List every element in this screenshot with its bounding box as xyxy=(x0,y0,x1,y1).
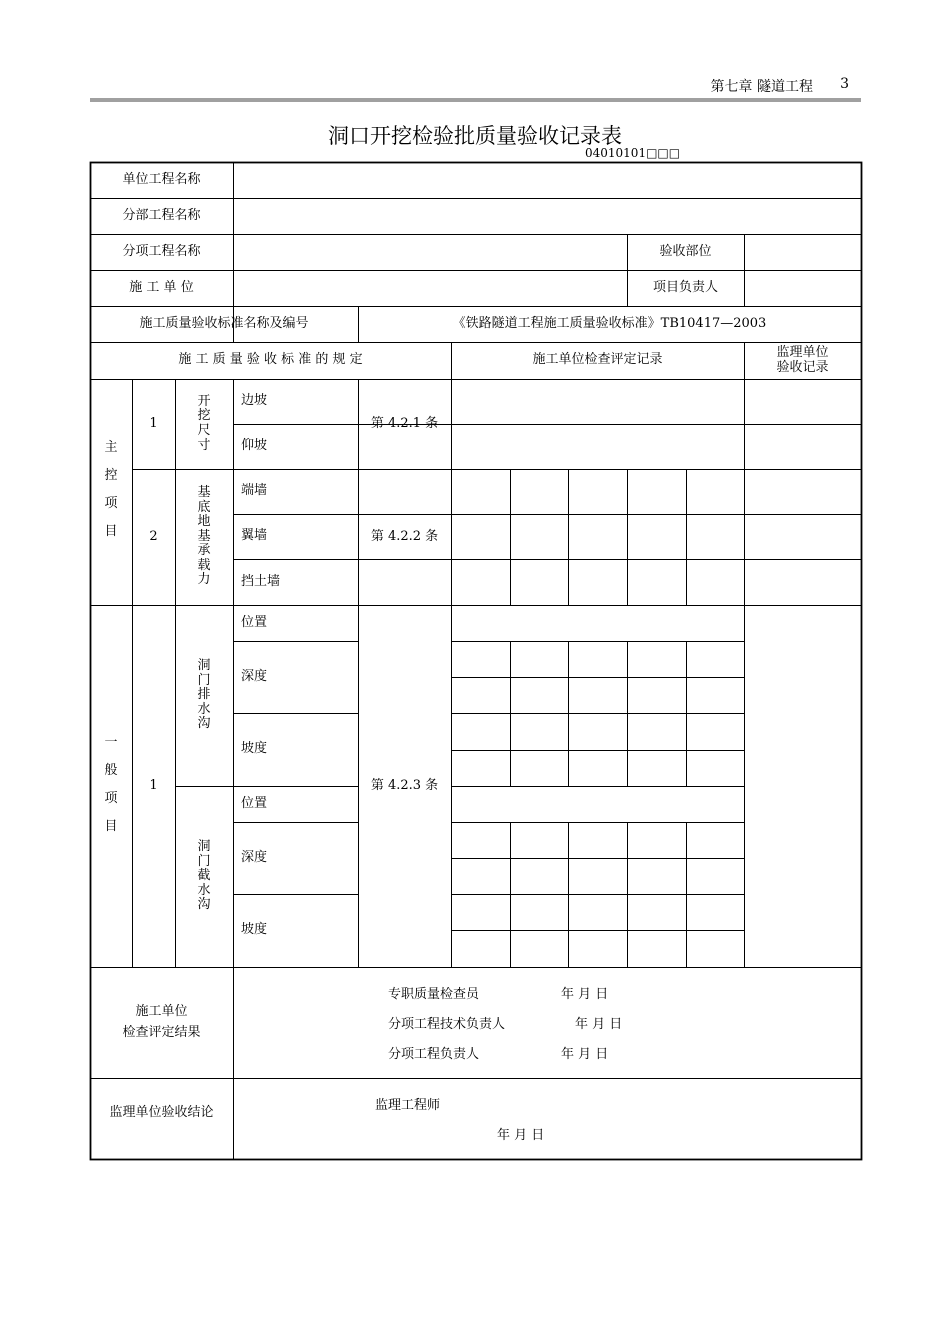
form-code: 04010101□□□ xyxy=(585,146,681,160)
supervisor-header-line1: 监理单位 xyxy=(776,344,829,360)
item2-name-char: 载 xyxy=(197,557,211,573)
item2-wing-wall: 翼墙 xyxy=(241,528,268,544)
general-clause: 第 4.2.3 条 xyxy=(370,777,439,793)
supervisor-engineer-label: 监理工程师 xyxy=(375,1098,441,1113)
sub-division-label: 分部工程名称 xyxy=(122,207,201,223)
drain-position: 位置 xyxy=(241,614,268,630)
contractor-record-header: 施工单位检查评定记录 xyxy=(532,352,663,368)
main-control-char: 控 xyxy=(104,468,118,484)
contractor-result-line1: 施工单位 xyxy=(135,1003,188,1019)
drain-gradient: 坡度 xyxy=(241,741,268,757)
chapter-title: 第七章 隧道工程 xyxy=(710,79,813,95)
item1-slope: 边坡 xyxy=(241,393,268,409)
item1-clause: 第 4.2.1 条 xyxy=(370,415,439,431)
sub-item-label: 分项工程名称 xyxy=(122,243,201,259)
item1-name-char: 寸 xyxy=(197,437,211,453)
general-char: 目 xyxy=(104,818,118,834)
drain-depth: 深度 xyxy=(241,668,268,684)
general-char: 项 xyxy=(104,791,118,806)
form-title: 洞口开挖检验批质量验收记录表 xyxy=(328,124,622,148)
item1-name-char: 开 xyxy=(197,393,211,409)
technical-lead-label: 分项工程技术负责人 xyxy=(388,1017,506,1032)
drain-name-char: 门 xyxy=(197,672,211,688)
general-char: 般 xyxy=(104,763,118,779)
item2-name-char: 承 xyxy=(197,543,211,559)
item2-name-char: 地 xyxy=(197,514,211,530)
item2-name-char: 基 xyxy=(197,528,211,544)
item2-clause: 第 4.2.2 条 xyxy=(370,528,439,544)
drain-name-char: 排 xyxy=(197,687,211,703)
general-label xyxy=(90,725,132,845)
item1-name xyxy=(175,379,233,469)
drain-name-char: 水 xyxy=(197,701,211,717)
main-control-char: 主 xyxy=(104,440,118,456)
contractor-result-line2: 检查评定结果 xyxy=(122,1024,201,1040)
unit-project-label: 单位工程名称 xyxy=(122,171,201,187)
item1-back-slope: 仰坡 xyxy=(241,438,268,454)
contractor-label: 施 工 单 位 xyxy=(129,279,194,295)
contractor-result-label xyxy=(90,967,233,1078)
supervisor-header-line2: 验收记录 xyxy=(776,359,829,375)
intercept-depth: 深度 xyxy=(241,849,268,865)
general-item-number: 1 xyxy=(149,777,158,793)
standard-spec-header: 施 工 质 量 验 收 标 准 的 规 定 xyxy=(178,352,363,368)
item1-name-char: 尺 xyxy=(197,423,211,438)
item2-name-char: 底 xyxy=(197,499,211,515)
item2-end-wall: 端墙 xyxy=(241,483,268,499)
item-lead-date: 年 月 日 xyxy=(561,1047,609,1062)
item2-number: 2 xyxy=(149,528,158,544)
main-control-char: 目 xyxy=(104,523,118,539)
accept-location-label: 验收部位 xyxy=(659,243,712,259)
main-control-label xyxy=(90,430,132,550)
main-control-char: 项 xyxy=(104,496,118,511)
general-char: 一 xyxy=(104,735,118,751)
drain-name xyxy=(175,605,233,786)
intercept-name xyxy=(175,786,233,967)
intercept-name-char: 门 xyxy=(197,853,211,869)
quality-inspector-label: 专职质量检查员 xyxy=(388,987,480,1002)
item1-number: 1 xyxy=(149,415,158,431)
intercept-gradient: 坡度 xyxy=(241,922,268,938)
item1-name-char: 挖 xyxy=(197,408,211,424)
drain-name-char: 沟 xyxy=(197,716,211,732)
supervisor-date: 年 月 日 xyxy=(497,1128,545,1143)
project-manager-label: 项目负责人 xyxy=(652,279,718,295)
intercept-name-char: 沟 xyxy=(197,897,211,913)
drain-name-char: 洞 xyxy=(197,658,211,674)
item2-name xyxy=(175,469,233,605)
page-number: 3 xyxy=(840,76,849,92)
supervisor-result-label: 监理单位验收结论 xyxy=(109,1104,214,1120)
supervisor-record-header xyxy=(744,342,861,379)
item-lead-label: 分项工程负责人 xyxy=(388,1047,480,1062)
item2-retaining-wall: 挡土墙 xyxy=(241,573,281,589)
item2-name-char: 力 xyxy=(197,572,211,588)
quality-inspector-date: 年 月 日 xyxy=(561,987,609,1002)
intercept-name-char: 洞 xyxy=(197,839,211,855)
intercept-name-char: 截 xyxy=(197,868,211,884)
intercept-name-char: 水 xyxy=(197,882,211,898)
intercept-position: 位置 xyxy=(241,795,268,811)
item2-name-char: 基 xyxy=(197,485,211,501)
standard-value: 《铁路隧道工程施工质量验收标准》TB10417—2003 xyxy=(452,315,767,331)
standard-label: 施工质量验收标准名称及编号 xyxy=(139,315,309,331)
technical-lead-date: 年 月 日 xyxy=(575,1017,623,1032)
